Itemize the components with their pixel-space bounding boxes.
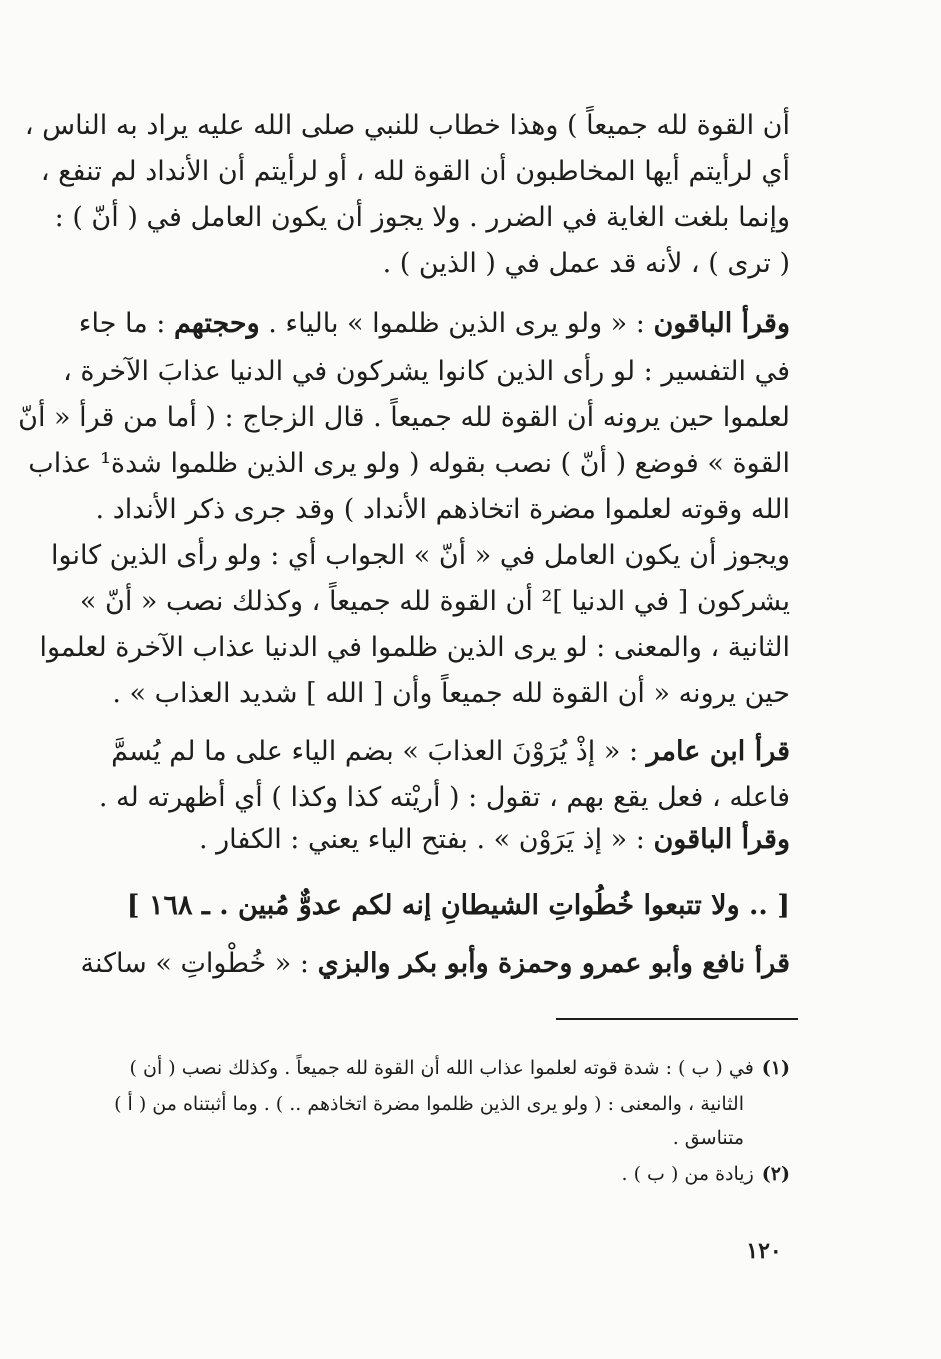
text-span: : ما جاء [78, 308, 174, 339]
text-line: الثانية ، والمعنى : لو يرى الذين ظلموا في الدنيا عذاب الآخرة لعلموا [39, 632, 790, 663]
footnote-1-continued: متناسق . [672, 1127, 744, 1149]
argument-heading: وحجتهم [173, 308, 260, 339]
text-line: أي لرأيتم أيها المخاطبون أن القوة لله ، أو لرأيتم أن الأنداد لم تنفع ، [40, 156, 790, 187]
text-span: : « ولو يرى الذين ظلموا » بالياء . [259, 308, 654, 339]
reader-heading: وقرأ الباقون [653, 824, 790, 855]
text-span: : « خُطْواتِ » ساكنة [80, 948, 318, 979]
reader-heading: قرأ ابن عامر [646, 736, 790, 767]
text-line: وإنما بلغت الغاية في الضرر . ولا يجوز أن يكون العامل في ( أنّ ) : [54, 202, 790, 233]
footnote-1-continued: الثانية ، والمعنى : ( ولو يرى الذين ظلموا مضرة اتخاذهم .. ) . وما أثبتناه من ( أ ) [114, 1093, 744, 1115]
footnote-number: (١) [761, 1057, 790, 1079]
text-line: الله وقوته لعلموا مضرة اتخاذهم الأنداد ) وقد جرى ذكر الأنداد . [95, 494, 790, 525]
text-line: فاعله ، فعل يقع بهم ، تقول : ( أريْته كذا وكذا ) أي أظهرته له . [98, 782, 790, 813]
text-line: يشركون [ في الدنيا ]² أن القوة لله جميعاً ، وكذلك نصب « أنّ » [79, 586, 790, 617]
text-line: ويجوز أن يكون العامل في « أنّ » الجواب أي : ولو رأى الذين كانوا [51, 540, 790, 571]
text-line: في التفسير : لو رأى الذين كانوا يشركون في الدنيا عذابَ الآخرة ، [63, 356, 790, 387]
text-span: : « إذ يَرَوْن » . بفتح الياء يعني : الكفار . [198, 824, 654, 855]
footnote-2 [122, 1160, 790, 1188]
footnote-text: في ( ب ) : شدة قوته لعلموا عذاب الله أن القوة لله جميعاً . وكذلك نصب ( أن ) [129, 1057, 754, 1079]
text-line: ( ترى ) ، لأنه قد عمل في ( الذين ) . [382, 248, 790, 279]
reader-heading: قرأ نافع وأبو عمرو وحمزة وأبو بكر والبزي [317, 948, 790, 979]
text-line: حين يرونه « أن القوة لله جميعاً وأن [ الله ] شديد العذاب » . [112, 678, 790, 709]
reader-heading: وقرأ الباقون [653, 308, 790, 339]
text-line [78, 304, 790, 344]
text-line: القوة » فوضع ( أنّ ) نصب بقوله ( ولو يرى الذين ظلموا شدة¹ عذاب [28, 448, 790, 479]
footnote-text: زيادة من ( ب ) . [621, 1163, 754, 1185]
text-line: لعلموا حين يرونه أن القوة لله جميعاً . قال الزجاج : ( أما من قرأ « أنّ [18, 402, 790, 433]
text-span: : « إذْ يُرَوْنَ العذابَ » بضم الياء على ما لم يُسمَّ [111, 736, 647, 767]
quran-verse: [ .. ولا تتبعوا خُطُواتِ الشيطانِ إنه لكم عدوٌّ مُبين . ـ ١٦٨ ] [126, 890, 790, 921]
footnote-number: (٢) [761, 1163, 790, 1185]
page-number: ١٢٠ [746, 1238, 782, 1264]
footnote-divider [556, 1018, 798, 1020]
text-line [111, 732, 790, 772]
text-line [80, 944, 790, 984]
footnote-1 [122, 1054, 790, 1082]
text-line: أن القوة لله جميعاً ) وهذا خطاب للنبي صلى الله عليه يراد به الناس ، [24, 110, 790, 141]
text-line [122, 820, 790, 860]
